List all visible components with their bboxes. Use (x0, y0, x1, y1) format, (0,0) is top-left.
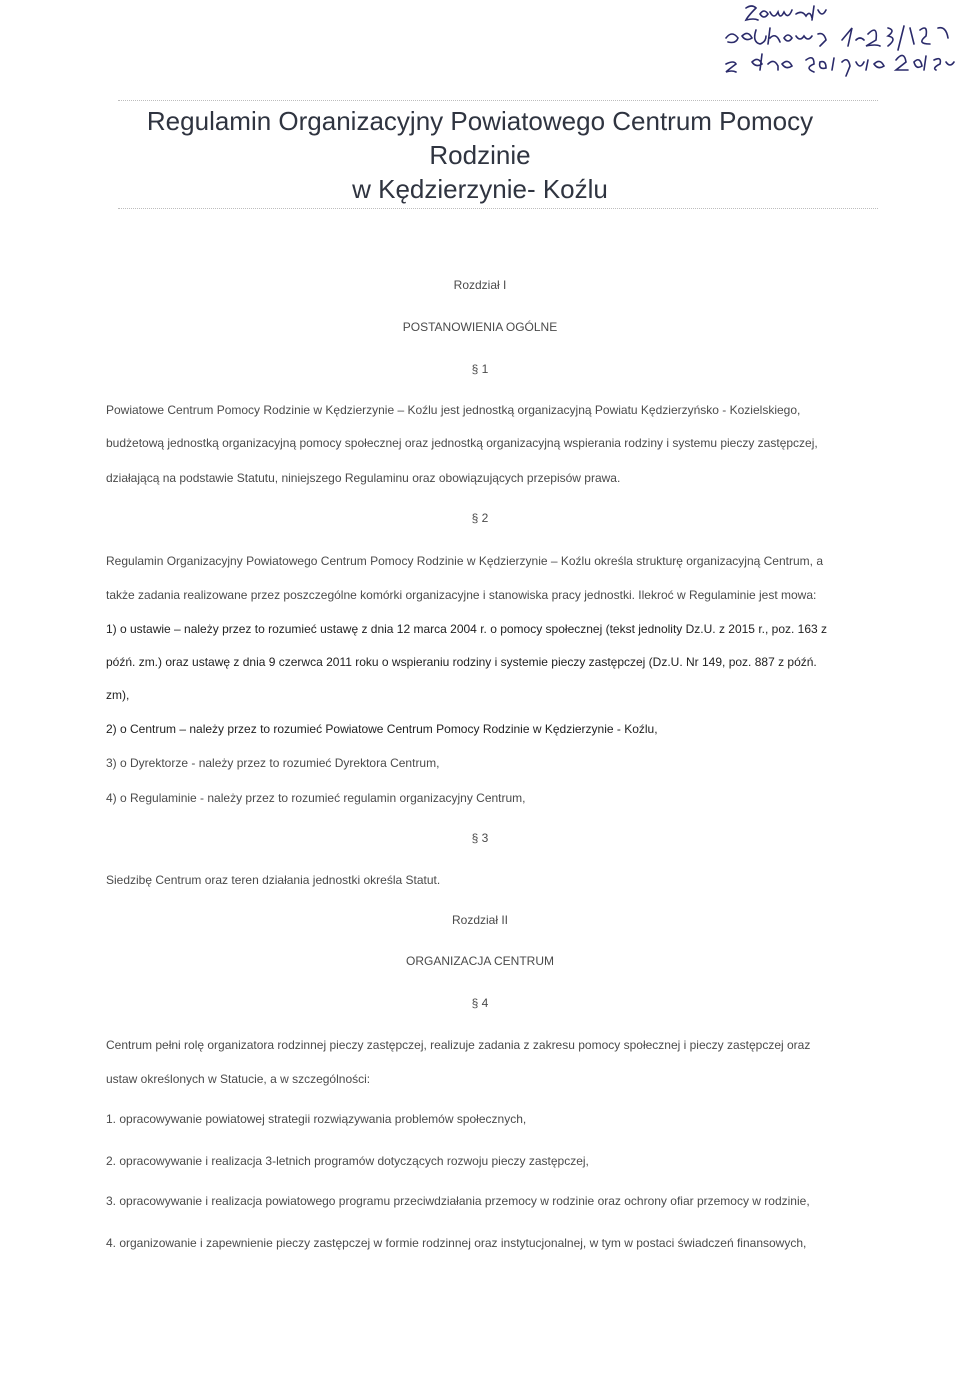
chapter-1-label: Rozdział I (453, 278, 507, 292)
section-2-line: 2) o Centrum – należy przez to rozumieć Powiatowe Centrum Pomocy Rodzinie w Kędzierzynie - Koźlu, (106, 722, 658, 736)
section-2-line: 3) o Dyrektorze - należy przez to rozumieć Dyrektora Centrum, (106, 756, 440, 770)
list-item: 1. opracowywanie powiatowej strategii rozwiązywania problemów społecznych, (106, 1112, 527, 1126)
section-1-mark: § 1 (471, 362, 489, 376)
document-title (100, 104, 860, 206)
section-3-line: Siedzibę Centrum oraz teren działania jednostki określa Statut. (106, 873, 441, 887)
chapter-2-label: Rozdział II (451, 913, 509, 927)
section-1-line: Powiatowe Centrum Pomocy Rodzinie w Kędzierzynie – Koźlu jest jednostką organizacyjną Powiatu Kędzierzyńsko - Kozielskiego, (106, 403, 801, 417)
chapter-1-heading: POSTANOWIENIA OGÓLNE (402, 320, 558, 334)
section-1-line: budżetową jednostką organizacyjną pomocy społecznej oraz jednostką organizacyjną wspierania rodziny i systemu pieczy zastępczej, (106, 436, 818, 450)
title-line-2: Rodzinie (429, 140, 531, 170)
section-2-line: 4) o Regulaminie - należy przez to rozumieć regulamin organizacyjny Centrum, (106, 791, 526, 805)
section-4-line: Centrum pełni rolę organizatora rodzinnej pieczy zastępczej, realizuje zadania z zakresu pomocy społecznej i pieczy zastępczej oraz (106, 1038, 811, 1052)
section-2-line: późń. zm.) oraz ustawę z dnia 9 czerwca 2011 roku o wspieraniu rodziny i systemie pieczy zastępczej (Dz.U. Nr 149, poz. 887 z późń. (106, 655, 817, 669)
title-line-3: w Kędzierzynie- Koźlu (352, 174, 608, 204)
section-3-mark: § 3 (471, 831, 489, 845)
list-item: 3. opracowywanie i realizacja powiatowego programu przeciwdziałania przemocy w rodzinie oraz ochrony ofiar przemocy w rodzinie, (106, 1194, 810, 1208)
section-2-mark: § 2 (471, 511, 489, 525)
section-4-line: ustaw określonych w Statucie, a w szczególności: (106, 1072, 371, 1086)
title-line-1: Regulamin Organizacyjny Powiatowego Centrum Pomocy (146, 106, 814, 136)
section-2-line: także zadania realizowane przez poszczególne komórki organizacyjne i stanowiska pracy jednostki. Ilekroć w Regulaminie jest mowa: (106, 588, 817, 602)
title-bottom-rule (118, 208, 878, 209)
list-item: 2. opracowywanie i realizacja 3-letnich programów dotyczących rozwoju pieczy zastępczej, (106, 1154, 589, 1168)
section-2-line: Regulamin Organizacyjny Powiatowego Centrum Pomocy Rodzinie w Kędzierzynie – Koźlu określa strukturę organizacyjną Centrum, a (106, 554, 823, 568)
chapter-2-heading: ORGANIZACJA CENTRUM (405, 954, 554, 968)
list-item: 4. organizowanie i zapewnienie pieczy zastępczej w formie rodzinnej oraz instytucjonalnej, w tym w postaci świadczeń finansowych, (106, 1236, 807, 1250)
section-4-mark: § 4 (471, 996, 489, 1010)
title-top-rule (118, 100, 878, 101)
section-1-line: działającą na podstawie Statutu, niniejszego Regulaminu oraz obowiązujących przepisów prawa. (106, 471, 621, 485)
handwritten-annotation (656, 0, 956, 82)
section-2-line: zm), (106, 688, 130, 702)
section-2-line: 1) o ustawie – należy przez to rozumieć ustawę z dnia 12 marca 2004 r. o pomocy społecznej (tekst jednolity Dz.U. z 2015 r., poz. 163 z (106, 622, 828, 636)
